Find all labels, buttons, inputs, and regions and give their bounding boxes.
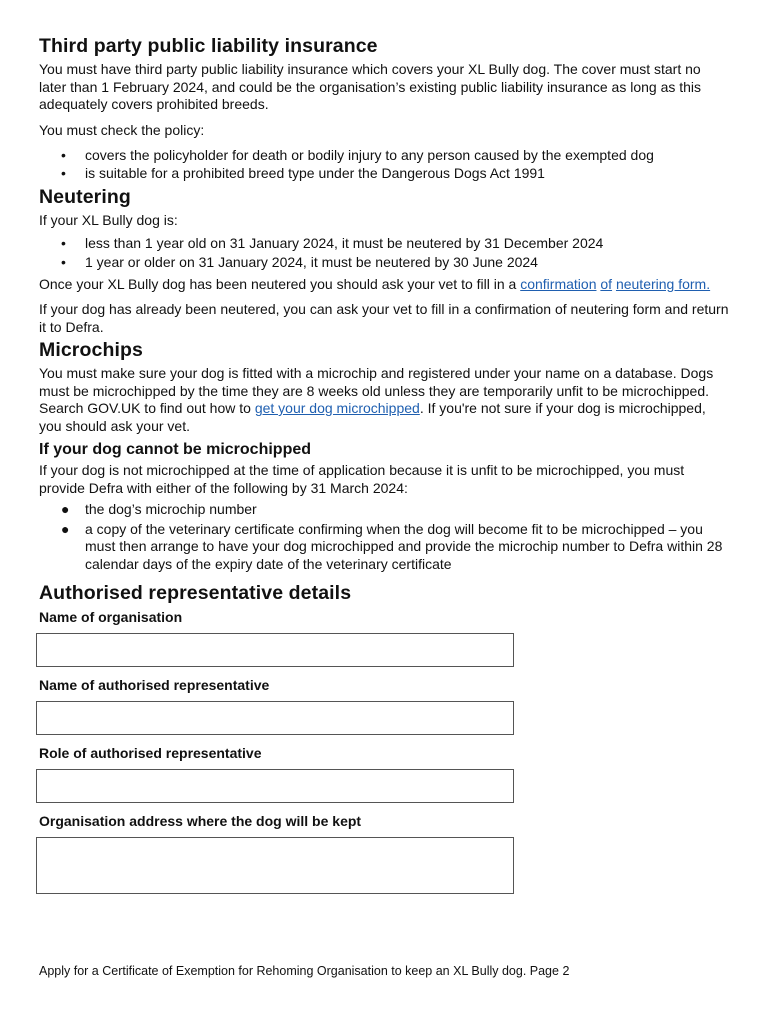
bullet-icon: ●: [61, 520, 70, 537]
list-item: ● the dog’s microchip number: [61, 501, 257, 517]
confirmation-link[interactable]: confirmation: [520, 275, 597, 292]
list-item: • 1 year or older on 31 January 2024, it must be neutered by 30 June 2024: [61, 254, 538, 270]
neutering-intro: If your XL Bully dog is:: [39, 212, 178, 228]
microchips-heading: Microchips: [39, 339, 143, 361]
representative-name-label: Name of authorised representative: [39, 677, 270, 693]
representative-name-field[interactable]: [36, 701, 514, 735]
third-party-para: You must have third party public liability insurance which covers your XL Bully dog. The cover must start no later than 1 February 2024, and could be the organisation’s existing public liability insurance as long as this adequately covers prohibited breeds.: [39, 61, 702, 112]
third-party-heading: Third party public liability insurance: [39, 35, 378, 57]
microchips-para: You must make sure your dog is fitted with a microchip and registered under your name on a database. Dogs must be microchipped by the time they are 8 weeks old unless they are temporarily unfit to be microchipped. Search GOV.UK to find out how to get your dog microchipped. If you're not sure if your dog is microchipped, you should ask your vet.: [39, 365, 714, 434]
list-item: • covers the policyholder for death or bodily injury to any person caused by the exempted dog: [61, 147, 654, 163]
neutering-list: [39, 235, 729, 272]
list-item: • less than 1 year old on 31 January 2024, it must be neutered by 31 December 2024: [61, 234, 604, 251]
list-item: ● a copy of the veterinary certificate confirming when the dog will become fit to be microchipped – you must then arrange to have your dog microchipped and provide the microchip number to Defra within 28 calendar days of the expiry date of the veterinary certificate: [61, 520, 723, 572]
bullet-icon: •: [61, 147, 66, 163]
bullet-icon: •: [61, 164, 66, 181]
representative-role-field[interactable]: [36, 769, 514, 803]
bullet-icon: ●: [61, 501, 70, 517]
already-neutered-para: If your dog has already been neutered, you can ask your vet to fill in a confirmation of neutering form and return it to Defra.: [39, 301, 729, 335]
organisation-address-label: Organisation address where the dog will be kept: [39, 813, 362, 829]
bullet-icon: •: [61, 234, 66, 251]
cannot-microchip-heading: If your dog cannot be microchipped: [39, 441, 312, 458]
representative-heading: Authorised representative details: [39, 582, 352, 604]
list-item: • is suitable for a prohibited breed type under the Dangerous Dogs Act 1991: [61, 164, 545, 181]
organisation-name-field[interactable]: [36, 633, 514, 667]
document-page: [39, 34, 729, 894]
neutering-form-para: Once your XL Bully dog has been neutered you should ask your vet to fill in a confirmation of neutering form.: [39, 275, 711, 292]
microchip-list: [39, 501, 729, 573]
bullet-icon: •: [61, 254, 66, 270]
cannot-microchip-para: If your dog is not microchipped at the time of application because it is unfit to be microchipped, you must provide Defra with either of the following by 31 March 2024:: [39, 462, 685, 496]
neutering-heading: Neutering: [39, 186, 131, 208]
organisation-name-label: Name of organisation: [39, 609, 183, 625]
neutering-form-link[interactable]: neutering form.: [615, 275, 711, 292]
check-policy-para: You must check the policy:: [39, 121, 205, 138]
page-footer: Apply for a Certificate of Exemption for Rehoming Organisation to keep an XL Bully dog. Page 2: [39, 964, 570, 978]
of-link[interactable]: of: [600, 275, 613, 292]
representative-role-label: Role of authorised representative: [39, 745, 262, 761]
organisation-address-field[interactable]: [36, 837, 514, 894]
get-microchipped-link[interactable]: get your dog microchipped: [254, 400, 420, 416]
policy-list: [39, 147, 729, 182]
